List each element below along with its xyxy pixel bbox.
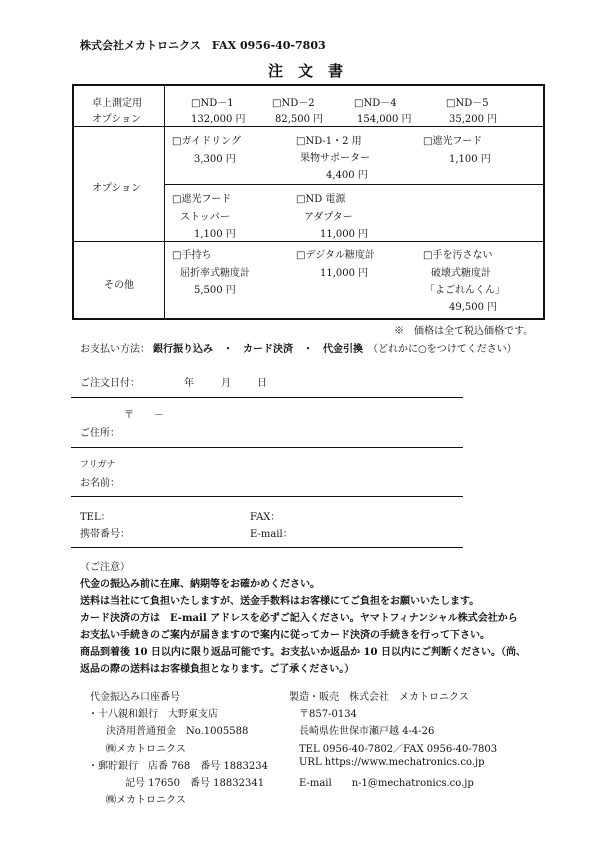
bank-line: 決済用普通預金 No.1005588 [106,726,249,737]
note-line: カード決済の方は E-mail アドレスを必ずご記入ください。ヤマトフィナンシャル株式会社から [80,613,518,624]
fax-field[interactable]: FAX： [250,512,281,523]
order-date-month[interactable]: 月 [221,378,231,389]
furigana-field[interactable]: フリガナ [80,460,116,470]
order-date-label: ご注文日付： [80,378,140,389]
bank-line: ㈱メカトロニクス [106,744,186,755]
item-yogorenkun: 「よごれんくん」 [425,285,505,296]
table-column-divider [164,85,165,319]
note-line: 商品到着後 10 日以内に限り返品可能です。お支払いか返品か 10 日以内にご判断ください。（尚、 [80,647,526,658]
price-digital-refractometer: 11,000 円 [320,268,369,279]
note-line: 送料は当社にて負担いたしますが、送金手数料はお客様にてご負担をお願いいたします。 [80,596,480,607]
price-yogorenkun: 49,500 円 [449,302,498,313]
note-line: 代金の振込み前に在庫、納期等をお確かめください。 [80,579,320,590]
row1-label: オプション [92,114,142,125]
price-nd2: 82,500 円 [275,114,324,125]
checkbox-nd4[interactable]: □ND－4 [354,98,397,109]
bank-line: 記号 17650 番号 18832341 [125,778,265,789]
checkbox-light-hood[interactable]: □遮光フード [423,136,483,147]
order-date-year[interactable]: 年 [184,378,194,389]
checkbox-light-hood-stopper[interactable]: □遮光フード [172,194,232,205]
checkbox-nd1[interactable]: □ND－1 [191,98,234,109]
address-field[interactable]: ご住所： [80,428,120,439]
form-divider [71,496,463,497]
checkbox-yogorenkun[interactable]: □手を汚さない [423,250,493,261]
price-nd5: 35,200 円 [449,114,498,125]
checkbox-nd-power[interactable]: □ND 電源 [296,194,346,205]
checkbox-guide-ring[interactable]: □ガイドリング [172,136,241,147]
checkbox-handheld-refractometer[interactable]: □手持ち [172,250,212,261]
price-nd-power: 11,000 円 [320,229,369,240]
form-divider [71,397,463,398]
payment-label: お支払い方法： [80,344,150,355]
table-subrow-divider [164,184,544,185]
bank-line: ・郵貯銀行 店番 768 番号 1883234 [88,761,268,772]
order-date-day[interactable]: 日 [257,378,267,389]
price-guide-ring: 3,300 円 [194,154,236,165]
bank-heading: 代金振込み口座番号 [90,692,180,703]
mobile-field[interactable]: 携帯番号： [80,529,130,540]
seller-tel-fax: TEL 0956-40-7802／FAX 0956-40-7803 [299,744,498,755]
row3-label: その他 [104,280,134,291]
seller-postal-code: 〒857-0134 [299,709,357,720]
bank-line: ・十八親和銀行 大野東支店 [88,709,218,720]
notes-heading: （ご注意） [80,562,130,573]
table-row-divider [73,126,544,127]
tax-note: ※ 価格は全て税込価格です。 [394,326,534,337]
seller-address: 長崎県佐世保市瀬戸越 4-4-26 [299,726,435,737]
postal-code-field[interactable]: 〒 － [124,410,164,421]
form-divider [71,447,463,448]
email-field[interactable]: E-mail： [250,529,293,540]
note-line: お支払い手続きのご案内が届きますので案内に従ってカード決済の手続きを行って下さい。 [80,630,490,641]
price-fruit-supporter: 4,400 円 [326,170,368,181]
checkbox-nd5[interactable]: □ND－5 [446,98,489,109]
name-field[interactable]: お名前： [80,478,120,489]
price-light-hood: 1,100 円 [449,154,491,165]
note-line: 返品の際の送料はお客様負担となります。ご了承ください。） [80,664,355,675]
table-row-divider [73,241,544,242]
price-light-hood-stopper: 1,100 円 [194,229,236,240]
seller-heading: 製造・販売 株式会社 メカトロニクス [289,692,469,703]
item-handheld-refractometer: 屈折率式糖度計 [180,268,250,279]
page-title: 注 文 書 [268,62,344,80]
price-nd4: 154,000 円 [357,114,412,125]
item-light-hood-stopper: ストッパー [180,212,230,223]
bank-line: ㈱メカトロニクス [106,795,186,806]
checkbox-fruit-supporter[interactable]: □ND-1・2 用 [296,136,362,147]
form-divider [71,547,463,548]
item-nd-power-adapter: アダプター [304,212,353,223]
price-nd1: 132,000 円 [191,114,246,125]
payment-hint: （どれかに○をつけてください） [368,344,517,355]
payment-methods[interactable]: 銀行振り込み ・ カード決済 ・ 代金引換 [153,344,363,355]
checkbox-digital-refractometer[interactable]: □デジタル糖度計 [296,250,375,261]
row2-label: オプション [92,183,142,194]
seller-email-link[interactable]: E-mail n-1@mechatronics.co.jp [299,778,474,789]
tel-field[interactable]: TEL： [80,512,111,523]
item-destructive-refractometer: 破壊式糖度計 [431,268,491,279]
company-fax-header: 株式会社メカトロニクス FAX 0956-40-7803 [80,39,326,52]
checkbox-nd2[interactable]: □ND－2 [272,98,315,109]
seller-url-link[interactable]: URL https://www.mechatronics.co.jp [299,757,485,768]
item-fruit-supporter: 果物サポーター [300,153,370,164]
row1-label: 卓上測定用 [92,98,142,109]
price-handheld-refractometer: 5,500 円 [194,285,236,296]
